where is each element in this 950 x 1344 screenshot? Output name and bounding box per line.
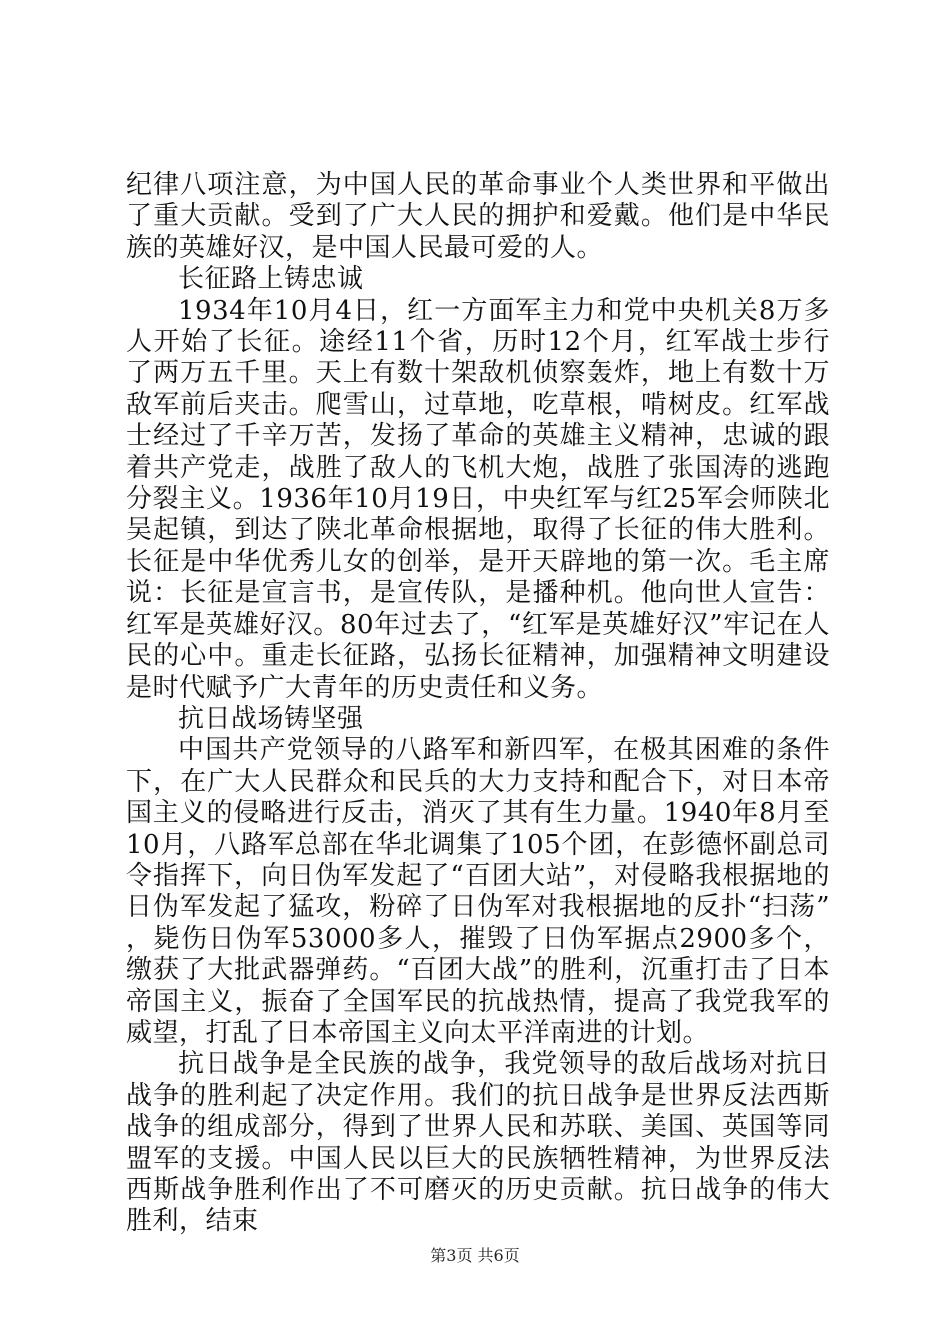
- paragraph-war-victory: 抗日战争是全民族的战争，我党领导的敌后战场对抗日战争的胜利起了决定作用。我们的抗日战争是世界反法西斯战争的组成部分，得到了世界人民和苏联、美国、英国等同盟军的支援。中国人民以巨大的民族牺牲精神，为世界反法西斯战争胜利作出了不可磨灭的历史贡献。抗日战争的伟大胜利，结束: [126, 1049, 830, 1237]
- page-number-footer: 第3页 共6页: [430, 1246, 520, 1265]
- paragraph-hundred-regiments: 中国共产党领导的八路军和新四军，在极其困难的条件下，在广大人民群众和民兵的大力支持和配合下，对日本帝国主义的侵略进行反击，消灭了其有生力量。1940年8月至10月，八路军总部在华北调集了105个团，在彭德怀副总司令指挥下，向日伪军发起了“百团大站”，对侵略我根据地的日伪军发起了猛攻，粉碎了日伪军对我根据地的反扑“扫荡”，毙伤日伪军53000多人，摧毁了日伪军据点2900多个，缴获了大批武器弹药。“百团大战”的胜利，沉重打击了日本帝国主义，振奋了全国军民的抗战热情，提高了我党我军的威望，打乱了日本帝国主义向太平洋南进的计划。: [126, 735, 830, 1048]
- document-body: [126, 170, 830, 1238]
- paragraph-long-march: 1934年10月4日，红一方面军主力和党中央机关8万多人开始了长征。途经11个省，历时12个月，红军战士步行了两万五千里。天上有数十架敌机侦察轰炸，地上有数十万敌军前后夹击。爬雪山，过草地，吃草根，啃树皮。红军战士经过了千辛万苦，发扬了革命的英雄主义精神，忠诚的跟着共产党走，战胜了敌人的飞机大炮，战胜了张国涛的逃跑分裂主义。1936年10月19日，中央红军与红25军会师陕北吴起镇，到达了陕北革命根据地，取得了长征的伟大胜利。长征是中华优秀儿女的创举，是开天辟地的第一次。毛主席说：长征是宣言书，是宣传队，是播种机。他向世人宣告：红军是英雄好汉。80年过去了，“红军是英雄好汉”牢记在人民的心中。重走长征路，弘扬长征精神，加强精神文明建设是时代赋予广大青年的历史责任和义务。: [126, 295, 830, 703]
- section-heading-long-march: 长征路上铸忠诚: [178, 264, 364, 295]
- paragraph-intro-continued: 纪律八项注意，为中国人民的革命事业个人类世界和平做出了重大贡献。受到了广大人民的拥护和爱戴。他们是中华民族的英雄好汉，是中国人民最可爱的人。: [126, 170, 830, 263]
- section-heading-anti-japanese: 抗日战场铸坚强: [178, 703, 364, 734]
